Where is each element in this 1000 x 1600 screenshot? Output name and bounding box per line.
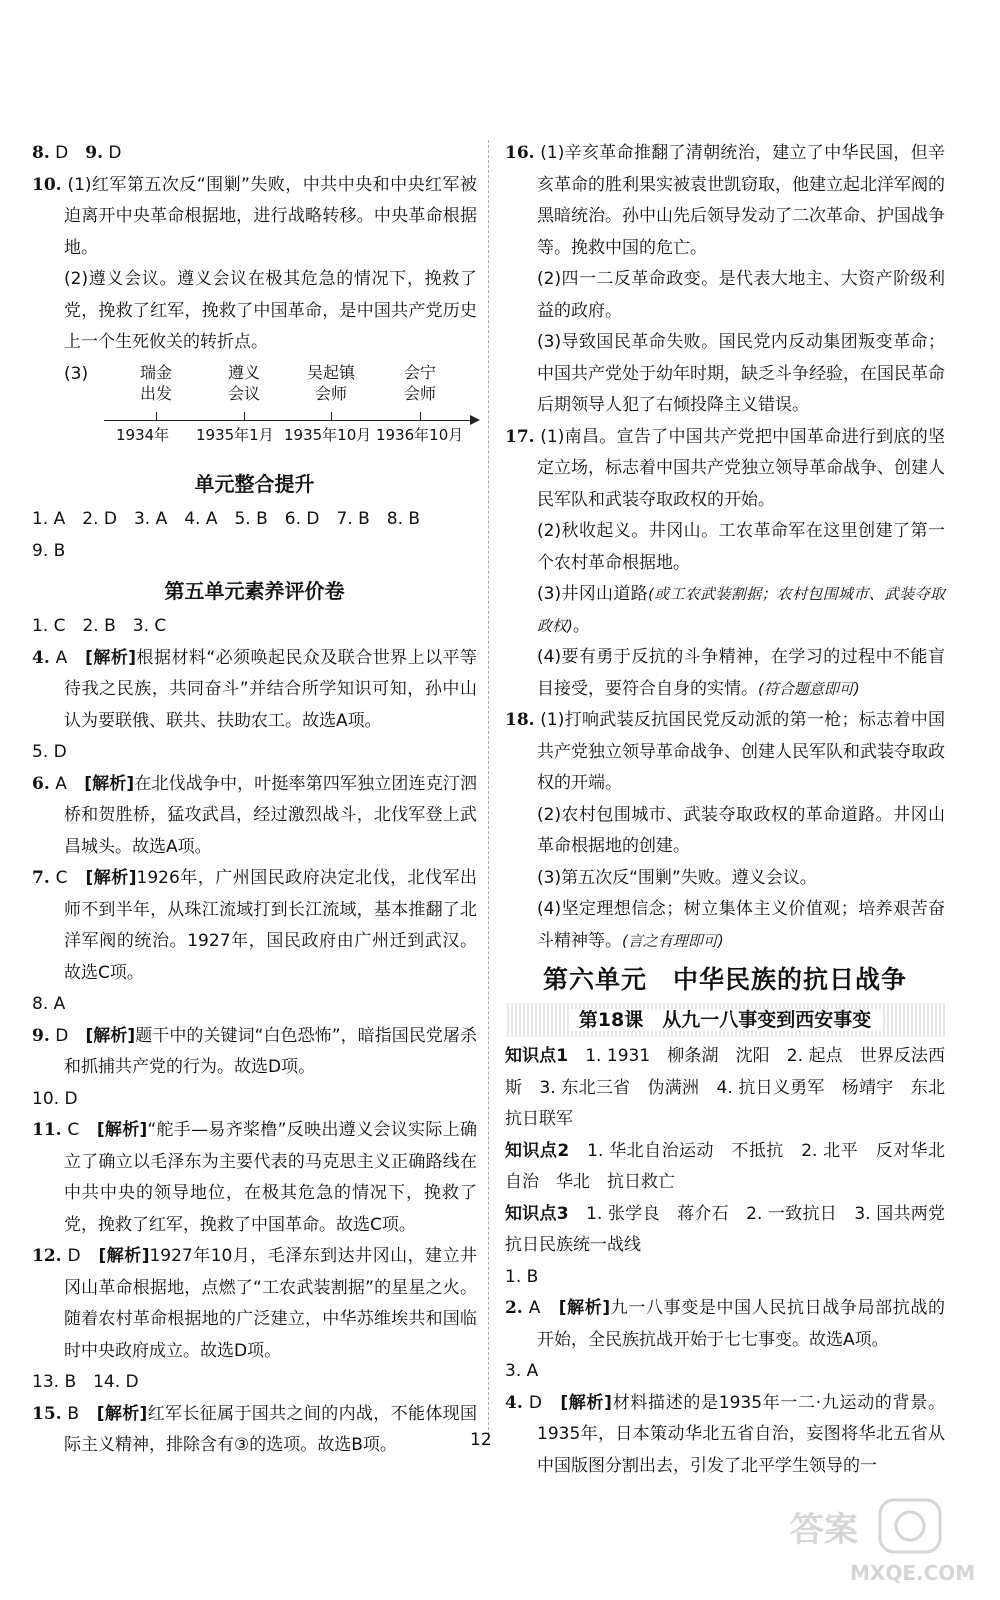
long-march-timeline (64, 362, 477, 460)
answer-line: 8. A (32, 994, 66, 1014)
answer-18-part3: (3)第五次反“围剿”失败。遵义会议。 (537, 867, 817, 888)
right-column (505, 138, 962, 1482)
unit-title: 第六单元 中华民族的抗日战争 (542, 965, 907, 994)
svg-text:答案: 答案 (790, 1510, 858, 1550)
answer-18: 18. (1)打响武装反抗国民党反动派的第一枪；标志着中国共产党独立领导革命战争、创建人民军队和武装夺取政权的开端。 (505, 710, 945, 793)
left-column (32, 138, 477, 1462)
timeline-tick (156, 412, 157, 420)
answer-4: 4. A [解析]根据材料“必须唤起民众及联合世界上以平等待我之民族，共同奋斗”并结合所学知识可知，孙中山认为要联俄、联共、扶助农工。故选A项。 (32, 647, 477, 731)
timeline-date: 1934年 (116, 426, 170, 444)
answer-10: 10. (1)红军第五次反“围剿”失败，中共中央和中央红军被迫离开中央革命根据地，进行战略转移。中央革命根据地。 (32, 174, 478, 258)
answer-6: 6. A [解析]在北伐战争中，叶挺率第四军独立团连克汀泗桥和贺胜桥，猛攻武昌，经过激烈战斗，北伐军登上武昌城头。故选A项。 (32, 773, 477, 857)
timeline-date: 1935年1月 (196, 426, 274, 444)
answer-line: 1. C 2. B 3. C (32, 616, 167, 636)
page-number: 12 (470, 1430, 492, 1450)
answer-18-part2: (2)农村包围城市、武装夺取政权的革命道路。井冈山革命根据地的创建。 (537, 804, 945, 856)
lesson-answer-2: 2. A [解析]九一八事变是中国人民抗日战争局部抗战的开始，全民族抗战开始于七七事变。故选A项。 (505, 1298, 946, 1350)
answer-7: 7. C [解析]1926年，广州国民政府决定北伐，北伐军出师不到半年，从珠江流域打到长江流域，基本推翻了北洋军阀的统治。1927年，国民政府由广州迁到武汉。故选C项。 (32, 868, 478, 983)
timeline-date: 1935年10月 (284, 426, 372, 444)
answer-line: 5. D (32, 742, 67, 762)
answer-16-part3: (3)导致国民革命失败。国民党内反动集团叛变革命；中国共产党处于幼年时期，缺乏斗争经验，在国民革命后期领导人犯了右倾投降主义错误。 (537, 332, 945, 415)
knowledge-point-2: 知识点2 1. 华北自治运动 不抵抗 2. 北平 反对华北自治 华北 抗日救亡 (505, 1140, 946, 1192)
answer-17-part3: (3)井冈山道路(或工农武装割据；农村包围城市、武装夺取政权)。 (537, 584, 945, 636)
answer-10-part3: (3) (64, 363, 89, 384)
svg-text:MXQE.COM: MXQE.COM (850, 1561, 976, 1585)
answer-line: 13. B 14. D (32, 1372, 139, 1392)
timeline-label: 瑞金 出发 (139, 363, 172, 403)
answer-line: 10. D (32, 1088, 78, 1109)
answer-9: 9. D [解析]题干中的关键词“白色恐怖”，暗指国民党屠杀和抓捕共产党的行为。故选D项。 (32, 1025, 477, 1077)
answer-10-part2: (2)遵义会议。遵义会议在极其危急的情况下，挽救了党，挽救了红军，挽救了中国革命，是中国共产党历史上一个生死攸关的转折点。 (64, 269, 477, 352)
timeline-label: 遵义 会议 (227, 363, 260, 403)
timeline-label: 吴起镇 会师 (306, 363, 355, 403)
timeline-arrow (470, 415, 480, 425)
answer-18-part4: (4)坚定理想信念；树立集体主义价值观；培养艰苦奋斗精神等。(言之有理即可) (537, 899, 945, 951)
answer-line: 3. A (505, 1361, 539, 1381)
knowledge-point-1: 知识点1 1. 1931 柳条湖 沈阳 2. 起点 世界反法西斯 3. 东北三省 伪满洲 4. 抗日义勇军 杨靖宇 东北抗日联军 (505, 1046, 945, 1129)
lesson-title: 第18课 从九一八事变到西安事变 (505, 1003, 945, 1037)
timeline-tick (331, 412, 332, 420)
knowledge-point-3: 知识点3 1. 张学良 蒋介石 2. 一致抗日 3. 国共两党 抗日民族统一战线 (505, 1203, 962, 1255)
answer-17: 17. (1)南昌。宣告了中国共产党把中国革命进行到底的坚定立场，标志着中国共产党独立领导革命战争、创建人民军队和武装夺取政权的开始。 (505, 426, 945, 510)
answer-11: 11. C [解析]“舵手—易齐桨橹”反映出遵义会议实际上确立了确立以毛泽东为主要代表的马克思主义正确路线在中共中央的领导地位，在极其危急的情况下，挽救了党，挽救了红军，挽救了中国革命。故选C项。 (32, 1120, 477, 1235)
answer-16: 16. (1)辛亥革命推翻了清朝统治，建立了中华民国，但辛亥革命的胜利果实被袁世凯窃取，他建立起北洋军阀的黑暗统治。孙中山先后领导发动了二次革命、护国战争等。挽救中国的危亡。 (505, 143, 945, 258)
timeline-date: 1936年10月 (376, 426, 464, 444)
answer-17-part4: (4)要有勇于反抗的斗争精神，在学习的过程中不能盲目接受，要符合自身的实情。(符合题意即可) (537, 647, 945, 699)
timeline-axis (104, 420, 474, 421)
timeline-label: 会宁 会师 (403, 363, 436, 403)
timeline-tick (420, 412, 421, 420)
answer-17-part2: (2)秋收起义。井冈山。工农革命军在这里创建了第一个农村革命根据地。 (537, 521, 945, 573)
answer-15: 15. B [解析]红军长征属于国共之间的内战，不能体现国际主义精神，排除含有③的选项。故选B项。 (32, 1403, 478, 1455)
column-divider (488, 140, 489, 1440)
answer-16-part2: (2)四一二反革命政变。是代表大地主、大资产阶级利益的政府。 (537, 269, 945, 321)
timeline-tick (244, 412, 245, 420)
section-title: 第五单元素养评价卷 (164, 579, 345, 603)
lesson-answer-4: 4. D [解析]材料描述的是1935年一二·九运动的背景。1935年，日本策动华北五省自治，妄图将华北五省从中国版图分割出去，引发了北平学生领导的一 (505, 1392, 946, 1476)
answer-line: 1. A 2. D 3. A 4. A 5. B 6. D 7. B 8. B (32, 509, 421, 529)
answer-line: 1. B (505, 1266, 539, 1287)
answer-line: 9. B (32, 540, 66, 561)
answer-12: 12. D [解析]1927年10月，毛泽东到达井冈山，建立井冈山革命根据地，点燃了“工农武装割据”的星星之火。随着农村革命根据地的广泛建立，中华苏维埃共和国临时中央政府成立。故选D项。 (32, 1246, 477, 1361)
watermark-logo (780, 1496, 980, 1586)
answer-8-9: 8. D 9. D (32, 143, 122, 163)
section-title: 单元整合提升 (194, 472, 315, 496)
